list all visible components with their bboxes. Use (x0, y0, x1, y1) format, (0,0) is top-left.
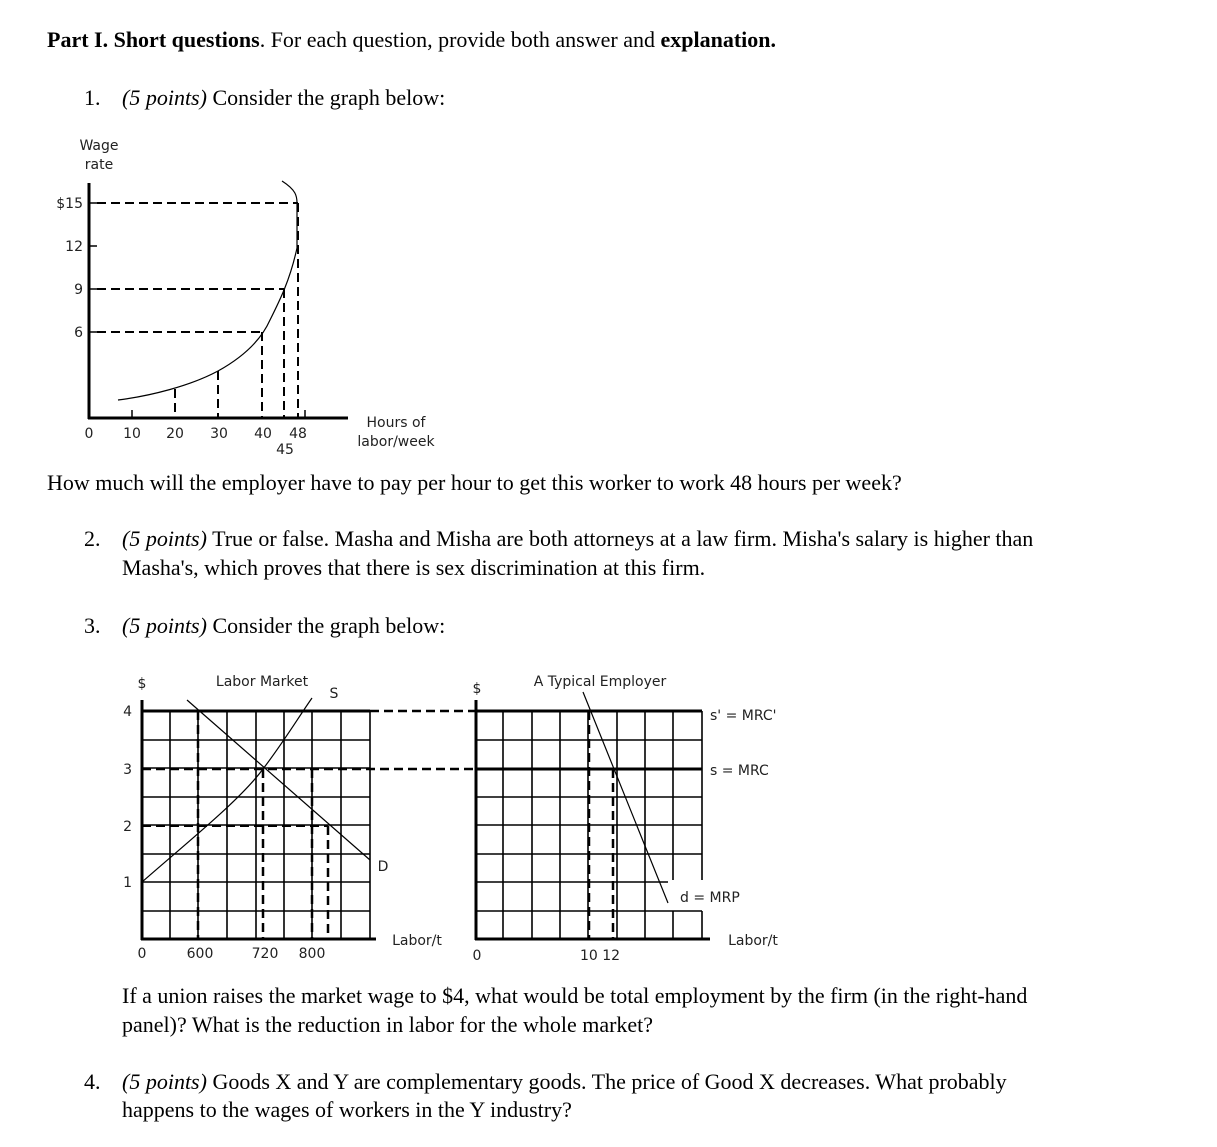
question-4: 4. (5 points) Goods X and Y are complementary goods. The price of Good X decreases. What probably (84, 1069, 1007, 1094)
question-2-line2: Masha's, which proves that there is sex discrimination at this firm. (122, 555, 706, 580)
x-axis-label: labor/week (357, 434, 435, 450)
demand-curve (187, 700, 370, 860)
x-tick-label: 20 (166, 426, 184, 442)
part-heading: Part I. Short questions. For each question, provide both answer and explanation. (47, 27, 777, 52)
y-tick-label: 2 (123, 819, 132, 835)
x-tick-label: 40 (254, 426, 272, 442)
x-tick-label: 600 (186, 946, 214, 962)
labor-market-grid (142, 711, 370, 939)
y-axis-label: $ (472, 681, 482, 697)
mrc-prime-label: s' = MRC' (710, 708, 777, 724)
demand-label: D (377, 859, 389, 875)
y-tick-label: 4 (123, 704, 132, 720)
y-tick-label: 12 (65, 239, 83, 255)
x-axis-label: Hours of (366, 415, 426, 431)
x-tick-label: 0 (472, 948, 482, 964)
x-tick-label: 10 12 (579, 948, 621, 964)
question-2: 2. (5 points) True or false. Masha and Misha are both attorneys at a law firm. Misha's salary is higher than (84, 526, 1034, 551)
x-axis-label: Labor/t (728, 933, 778, 949)
y-axis-label: Wage (79, 138, 119, 154)
x-tick-label: 800 (298, 946, 326, 962)
x-tick-label: 0 (84, 426, 94, 442)
question-3: 3. (5 points) Consider the graph below: (84, 613, 446, 638)
x-tick-label: 45 (276, 442, 294, 458)
x-axis-label: Labor/t (392, 933, 442, 949)
supply-label: S (329, 686, 339, 702)
x-tick-label: 10 (123, 426, 141, 442)
chart-title: Labor Market (215, 674, 309, 690)
supply-curve (142, 698, 312, 882)
question-3-prompt: If a union raises the market wage to $4, what would be total employment by the firm (in the right-hand (122, 983, 1028, 1008)
employer-grid (475, 711, 702, 939)
y-tick-label: 9 (74, 282, 83, 298)
y-tick-label: 3 (123, 762, 132, 778)
y-axis-label: rate (84, 157, 114, 173)
question-1-prompt: How much will the employer have to pay per hour to get this worker to work 48 hours per week? (47, 470, 902, 495)
x-tick-label: 30 (210, 426, 228, 442)
mrp-curve (583, 692, 668, 903)
question-4-line2: happens to the wages of workers in the Y industry? (122, 1097, 572, 1122)
x-tick-label: 48 (289, 426, 307, 442)
y-tick-label: 1 (123, 875, 132, 891)
question-3-prompt-line2: panel)? What is the reduction in labor for the whole market? (122, 1012, 654, 1037)
y-tick-label: $15 (56, 196, 83, 212)
question-1: 1. (5 points) Consider the graph below: (84, 85, 446, 110)
backward-bending-supply-curve (118, 181, 297, 400)
x-tick-label: 720 (251, 946, 279, 962)
mrc-label: s = MRC (710, 763, 769, 779)
y-tick-label: 6 (74, 325, 83, 341)
guide-dashes (97, 203, 298, 418)
y-axis-label: $ (137, 676, 147, 692)
x-tick-label: 0 (137, 946, 147, 962)
chart-title: A Typical Employer (533, 674, 667, 690)
mrp-label: d = MRP (680, 890, 740, 906)
y-ticks (89, 203, 97, 332)
